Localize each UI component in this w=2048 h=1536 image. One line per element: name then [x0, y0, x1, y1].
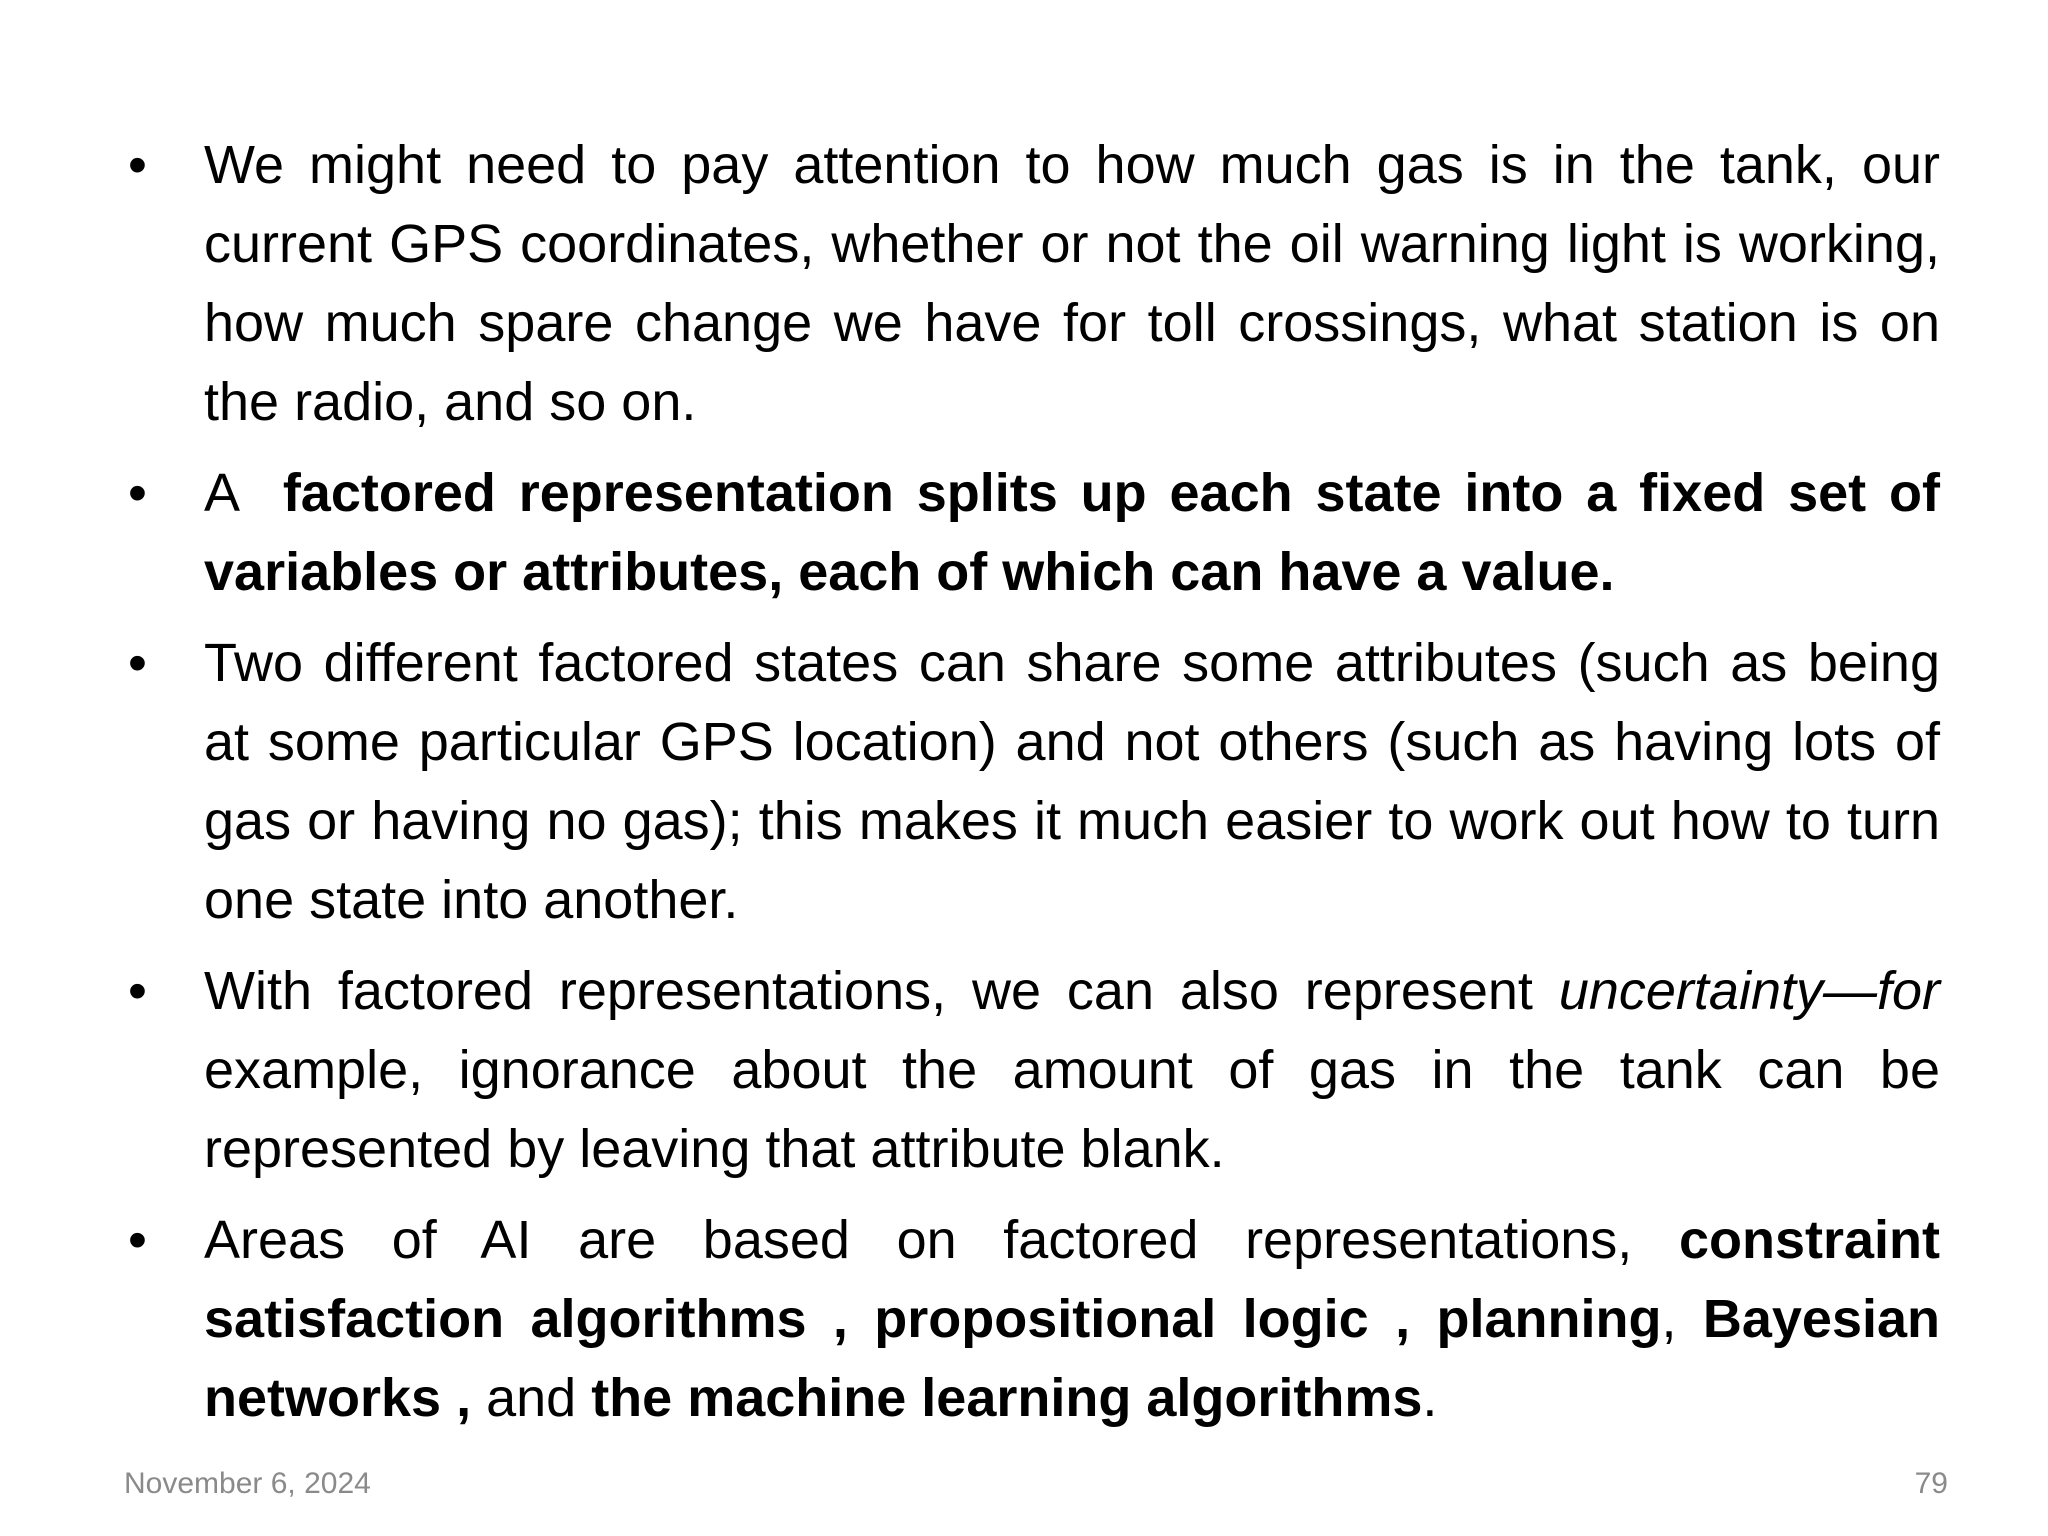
- bullet-text: ,: [1661, 1289, 1703, 1349]
- bullet-text-italic: uncertainty—for: [1558, 961, 1940, 1021]
- bullet-text: With factored representations, we can also represent: [204, 961, 1559, 1021]
- bullet-text-bold: the machine learning algorithms: [591, 1368, 1423, 1428]
- bullet-item-factored-representation: [120, 454, 1940, 612]
- bullet-text: A: [204, 463, 283, 523]
- bullet-text-bold: constraint satisfaction algorithms , propositional logic , planning: [204, 1210, 1940, 1349]
- bullet-glyph: •: [128, 1210, 147, 1270]
- bullet-item-uncertainty: [120, 952, 1940, 1189]
- bullet-text: Two different factored states can share some attributes (such as being at some particular GPS location) and not others (such as having lots of gas or having no gas); this makes it much easier to work out how to turn one state into another.: [204, 633, 1940, 930]
- bullet-item-gas-tank: [120, 126, 1940, 442]
- bullet-glyph: •: [128, 463, 147, 523]
- bullet-glyph: •: [128, 961, 147, 1021]
- footer-date: November 6, 2024: [124, 1467, 371, 1500]
- bullet-text: We might need to pay attention to how much gas is in the tank, our current GPS coordinates, whether or not the oil warning light is working, how much spare change we have for toll crossings, what station is on the radio, and so on.: [204, 135, 1940, 432]
- bullet-item-areas-of-ai: [120, 1201, 1940, 1438]
- bullet-item-shared-attributes: [120, 624, 1940, 940]
- bullet-text: .: [1422, 1368, 1438, 1428]
- footer-page-number: 79: [1914, 1467, 1948, 1500]
- bullet-glyph: •: [128, 633, 147, 693]
- bullet-text-bold: factored representation splits up each state into a fixed set of variables or attributes, each of which can have a value.: [204, 463, 1940, 602]
- bullet-text: example, ignorance about the amount of gas in the tank can be represented by leaving that attribute blank.: [204, 1040, 1940, 1179]
- bullet-text: and: [471, 1368, 592, 1428]
- bullet-text-bold: Bayesian networks ,: [204, 1289, 1940, 1428]
- bullet-glyph: •: [128, 135, 147, 195]
- bullet-text: Areas of AI are based on factored representations,: [204, 1210, 1679, 1270]
- bullet-list: [120, 126, 1940, 1450]
